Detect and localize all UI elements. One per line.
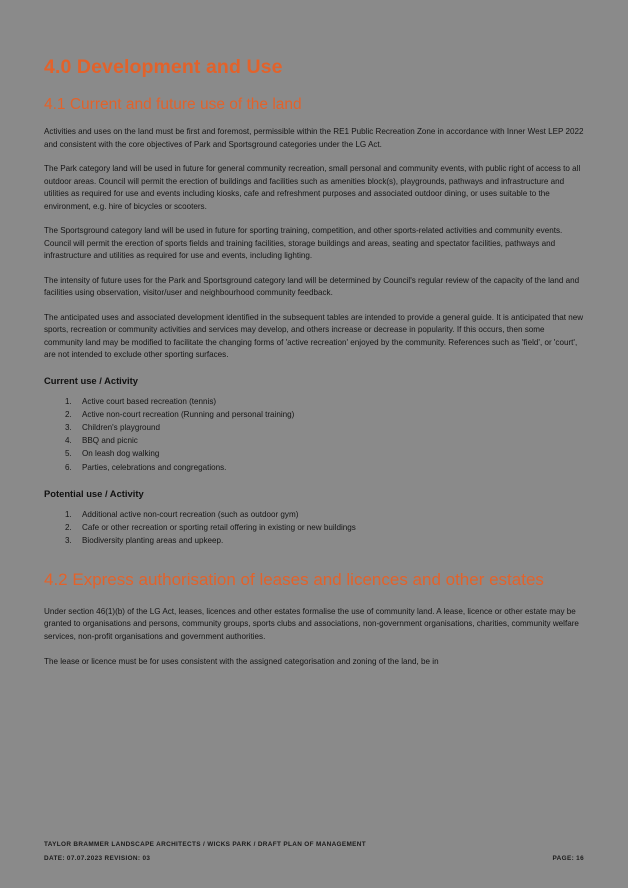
section-heading-4-2: 4.2 Express authorisation of leases and licences and other estates	[44, 569, 544, 589]
list-item: 3. Children's playground	[74, 421, 584, 434]
list-item: 6. Parties, celebrations and congregations.	[74, 461, 584, 474]
paragraph-park-category: The Park category land will be used in future for general community recreation, small personal and community events, with public right of access to all outdoor areas. Council will permit the erection of buildings and facilities such as amenities block(s), playgrounds, pathways and infrastructure and utilities as required for use and events including kiosks, cafe and refreshment purposes and associated outdoor dining, or uses suitable to the environment, e.g. hire of bicycles or scooters.	[44, 164, 581, 211]
current-use-list	[44, 395, 584, 474]
potential-use-heading: Potential use / Activity	[44, 487, 144, 499]
page-content	[44, 56, 584, 680]
footer-date-revision: DATE: 07.07.2023 REVISION: 03	[44, 855, 151, 862]
paragraph-permissible-uses: Activities and uses on the land must be first and foremost, permissible within the RE1 Public Recreation Zone in accordance with Inner West LEP 2022 and consistent with the core objectives of Park and Sportsground categories under the LG Act.	[44, 127, 584, 149]
list-item: 1. Active court based recreation (tennis)	[74, 395, 584, 408]
paragraph-sportsground-category: The Sportsground category land will be used in future for sporting training, competition, and other sports-related activities and community events. Council will permit the erection of sports fields and training facilities, storage buildings and areas, seating and spectator facilities, pathways and infrastructure and utilities as required for use and events, including lighting.	[44, 226, 563, 261]
current-use-heading: Current use / Activity	[44, 374, 138, 386]
paragraph-leases-licences: Under section 46(1)(b) of the LG Act, leases, licences and other estates formalise the use of community land. A lease, licence or other estate may be granted to organisations and persons, community groups, sports clubs and associations, non-government organisations, charities, community welfare services, non-profit organisations and government authorities.	[44, 606, 579, 641]
list-item: 1. Additional active non-court recreation (such as outdoor gym)	[74, 508, 584, 521]
page-footer	[44, 841, 584, 862]
list-item: 2. Active non-court recreation (Running and personal training)	[74, 408, 584, 421]
potential-use-list	[44, 508, 584, 547]
list-item: 4. BBQ and picnic	[74, 434, 584, 447]
paragraph-intensity-of-use: The intensity of future uses for the Park and Sportsground category land will be determined by Council's regular review of the capacity of the land and facilities using observation, visitor/user and neighbourhood community feedback.	[44, 275, 580, 298]
list-item: 3. Biodiversity planting areas and upkeep.	[74, 534, 584, 547]
footer-document-title: TAYLOR BRAMMER LANDSCAPE ARCHITECTS / WICKS PARK / DRAFT PLAN OF MANAGEMENT	[44, 841, 366, 848]
list-item: 5. On leash dog walking	[74, 447, 584, 460]
footer-page-number: PAGE: 16	[552, 855, 584, 862]
paragraph-lease-consistency: The lease or licence must be for uses consistent with the assigned categorisation and zoning of the land, be in	[44, 656, 439, 666]
list-item: 2. Cafe or other recreation or sporting retail offering in existing or new buildings	[74, 521, 584, 534]
subsection-heading-4-1: 4.1 Current and future use of the land	[44, 96, 302, 114]
section-heading-4-0: 4.0 Development and Use	[44, 56, 283, 78]
paragraph-anticipated-uses: The anticipated uses and associated development identified in the subsequent tables are intended to provide a general guide. It is anticipated that new sports, recreation or community activities and services may develop, and others increase or decrease in popularity. If this occurs, then some community land may be modified to facilitate the changing forms of 'active recreation' enjoyed by the community. References such as 'field', or 'court', are not intended to exclude other sporting surfaces.	[44, 312, 584, 360]
footer-meta-row	[44, 855, 584, 862]
